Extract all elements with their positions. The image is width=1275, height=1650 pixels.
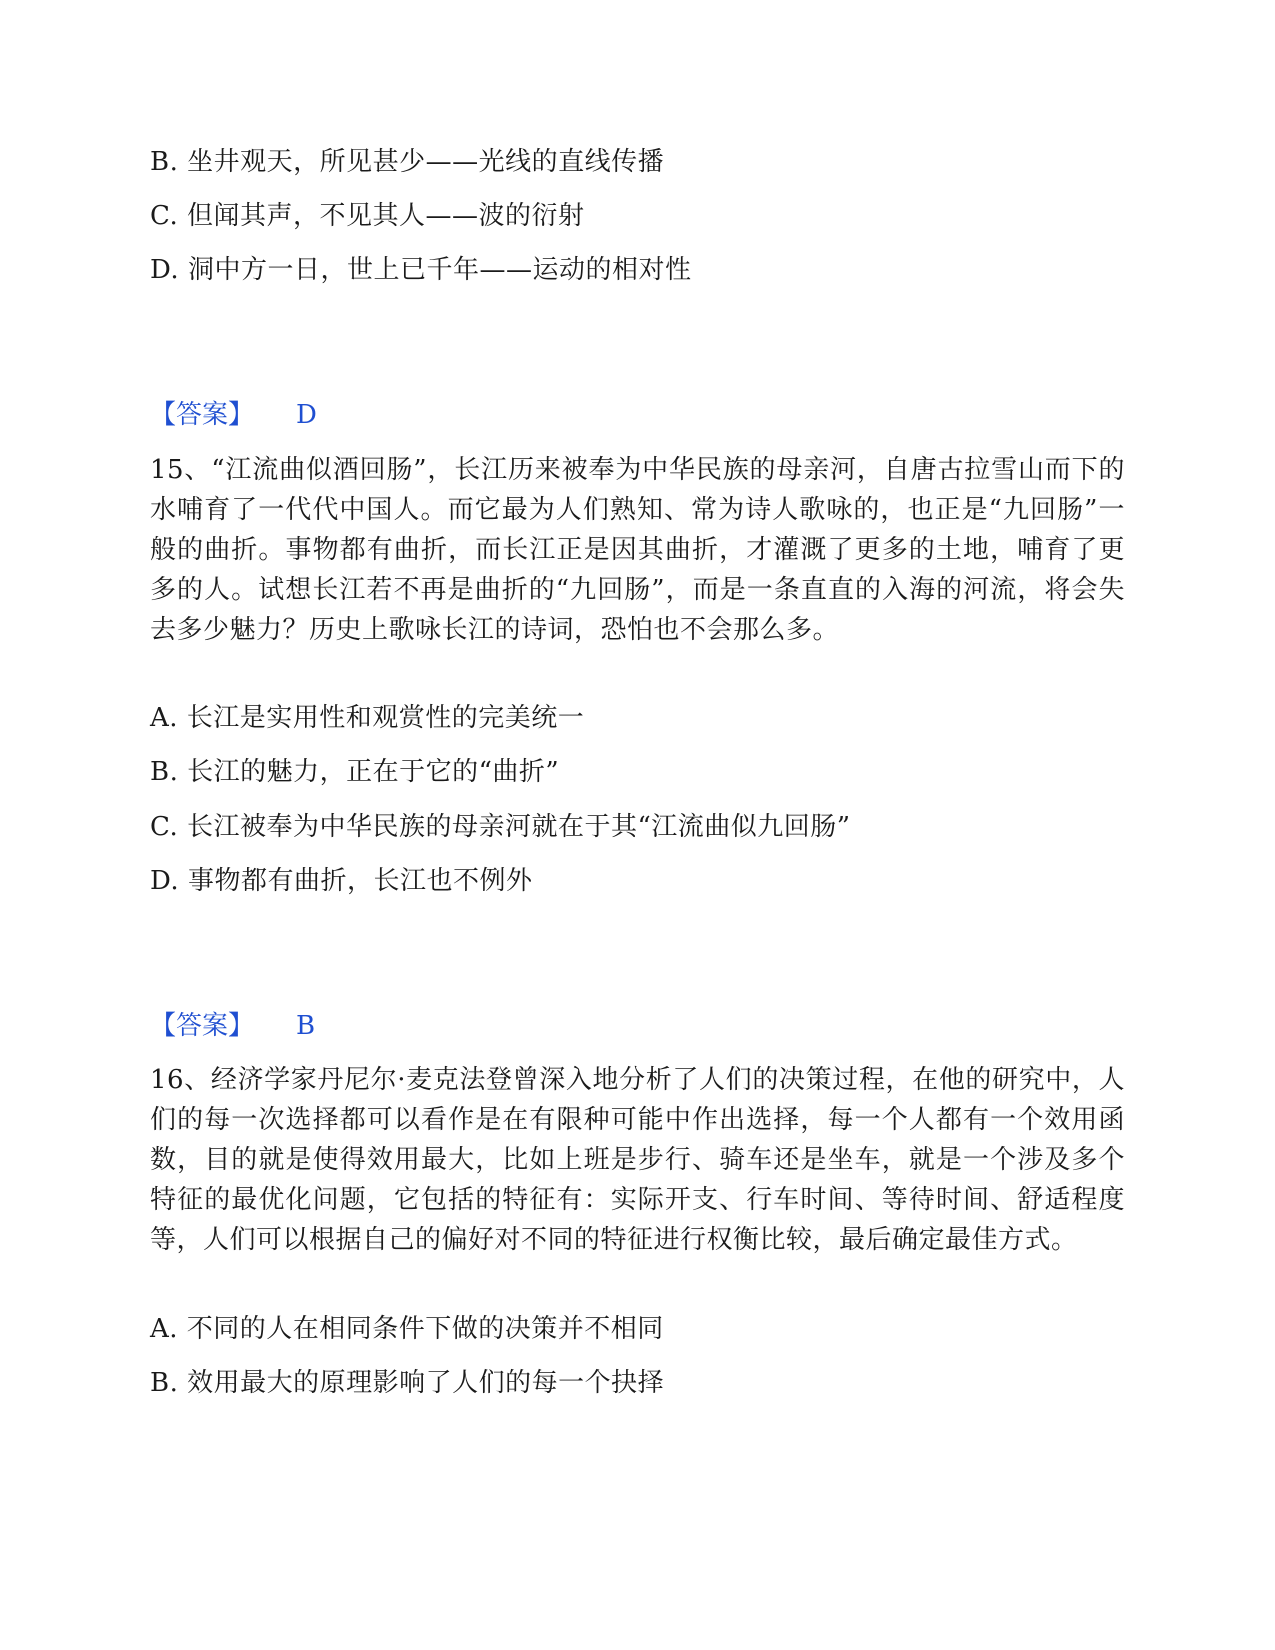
q14-option-b: B. 坐井观天，所见甚少——光线的直线传播: [150, 147, 665, 177]
q16-option-b: B. 效用最大的原理影响了人们的每一个抉择: [150, 1368, 665, 1398]
answer-label: 【答案】: [150, 400, 255, 430]
answer-label: 【答案】: [150, 1011, 255, 1041]
q15-option-b: B. 长江的魅力，正在于它的“曲折”: [150, 757, 560, 787]
q14-option-c: C. 但闻其声，不见其人——波的衍射: [150, 201, 585, 231]
q14-answer: [150, 400, 317, 430]
q14-option-d: D. 洞中方一日，世上已千年——运动的相对性: [150, 255, 692, 285]
q15-stem: 15、“江流曲似酒回肠”，长江历来被奉为中华民族的母亲河，自唐古拉雪山而下的水哺育了一代代中国人。而它最为人们熟知、常为诗人歌咏的，也正是“九回肠”一般的曲折。事物都有曲折，而长江正是因其曲折，才灌溉了更多的土地，哺育了更多的人。试想长江若不再是曲折的“九回肠”，而是一条直直的入海的河流，将会失去多少魅力？历史上歌咏长江的诗词，恐怕也不会那么多。: [150, 455, 1125, 645]
q15-option-d: D. 事物都有曲折，长江也不例外: [150, 866, 533, 896]
q15-option-a: A. 长江是实用性和观赏性的完美统一: [150, 703, 585, 733]
q16-stem: 16、经济学家丹尼尔·麦克法登曾深入地分析了人们的决策过程，在他的研究中，人们的每一次选择都可以看作是在有限种可能中作出选择，每一个人都有一个效用函数，目的就是使得效用最大，比如上班是步行、骑车还是坐车，就是一个涉及多个特征的最优化问题，它包括的特征有：实际开支、行车时间、等待时间、舒适程度等，人们可以根据自己的偏好对不同的特征进行权衡比较，最后确定最佳方式。: [150, 1065, 1125, 1255]
answer-value: B: [296, 1011, 316, 1041]
q15-option-c: C. 长江被奉为中华民族的母亲河就在于其“江流曲似九回肠”: [150, 812, 851, 842]
answer-value: D: [296, 400, 317, 430]
q16-option-a: A. 不同的人在相同条件下做的决策并不相同: [150, 1314, 664, 1344]
q15-answer: [150, 1011, 315, 1041]
